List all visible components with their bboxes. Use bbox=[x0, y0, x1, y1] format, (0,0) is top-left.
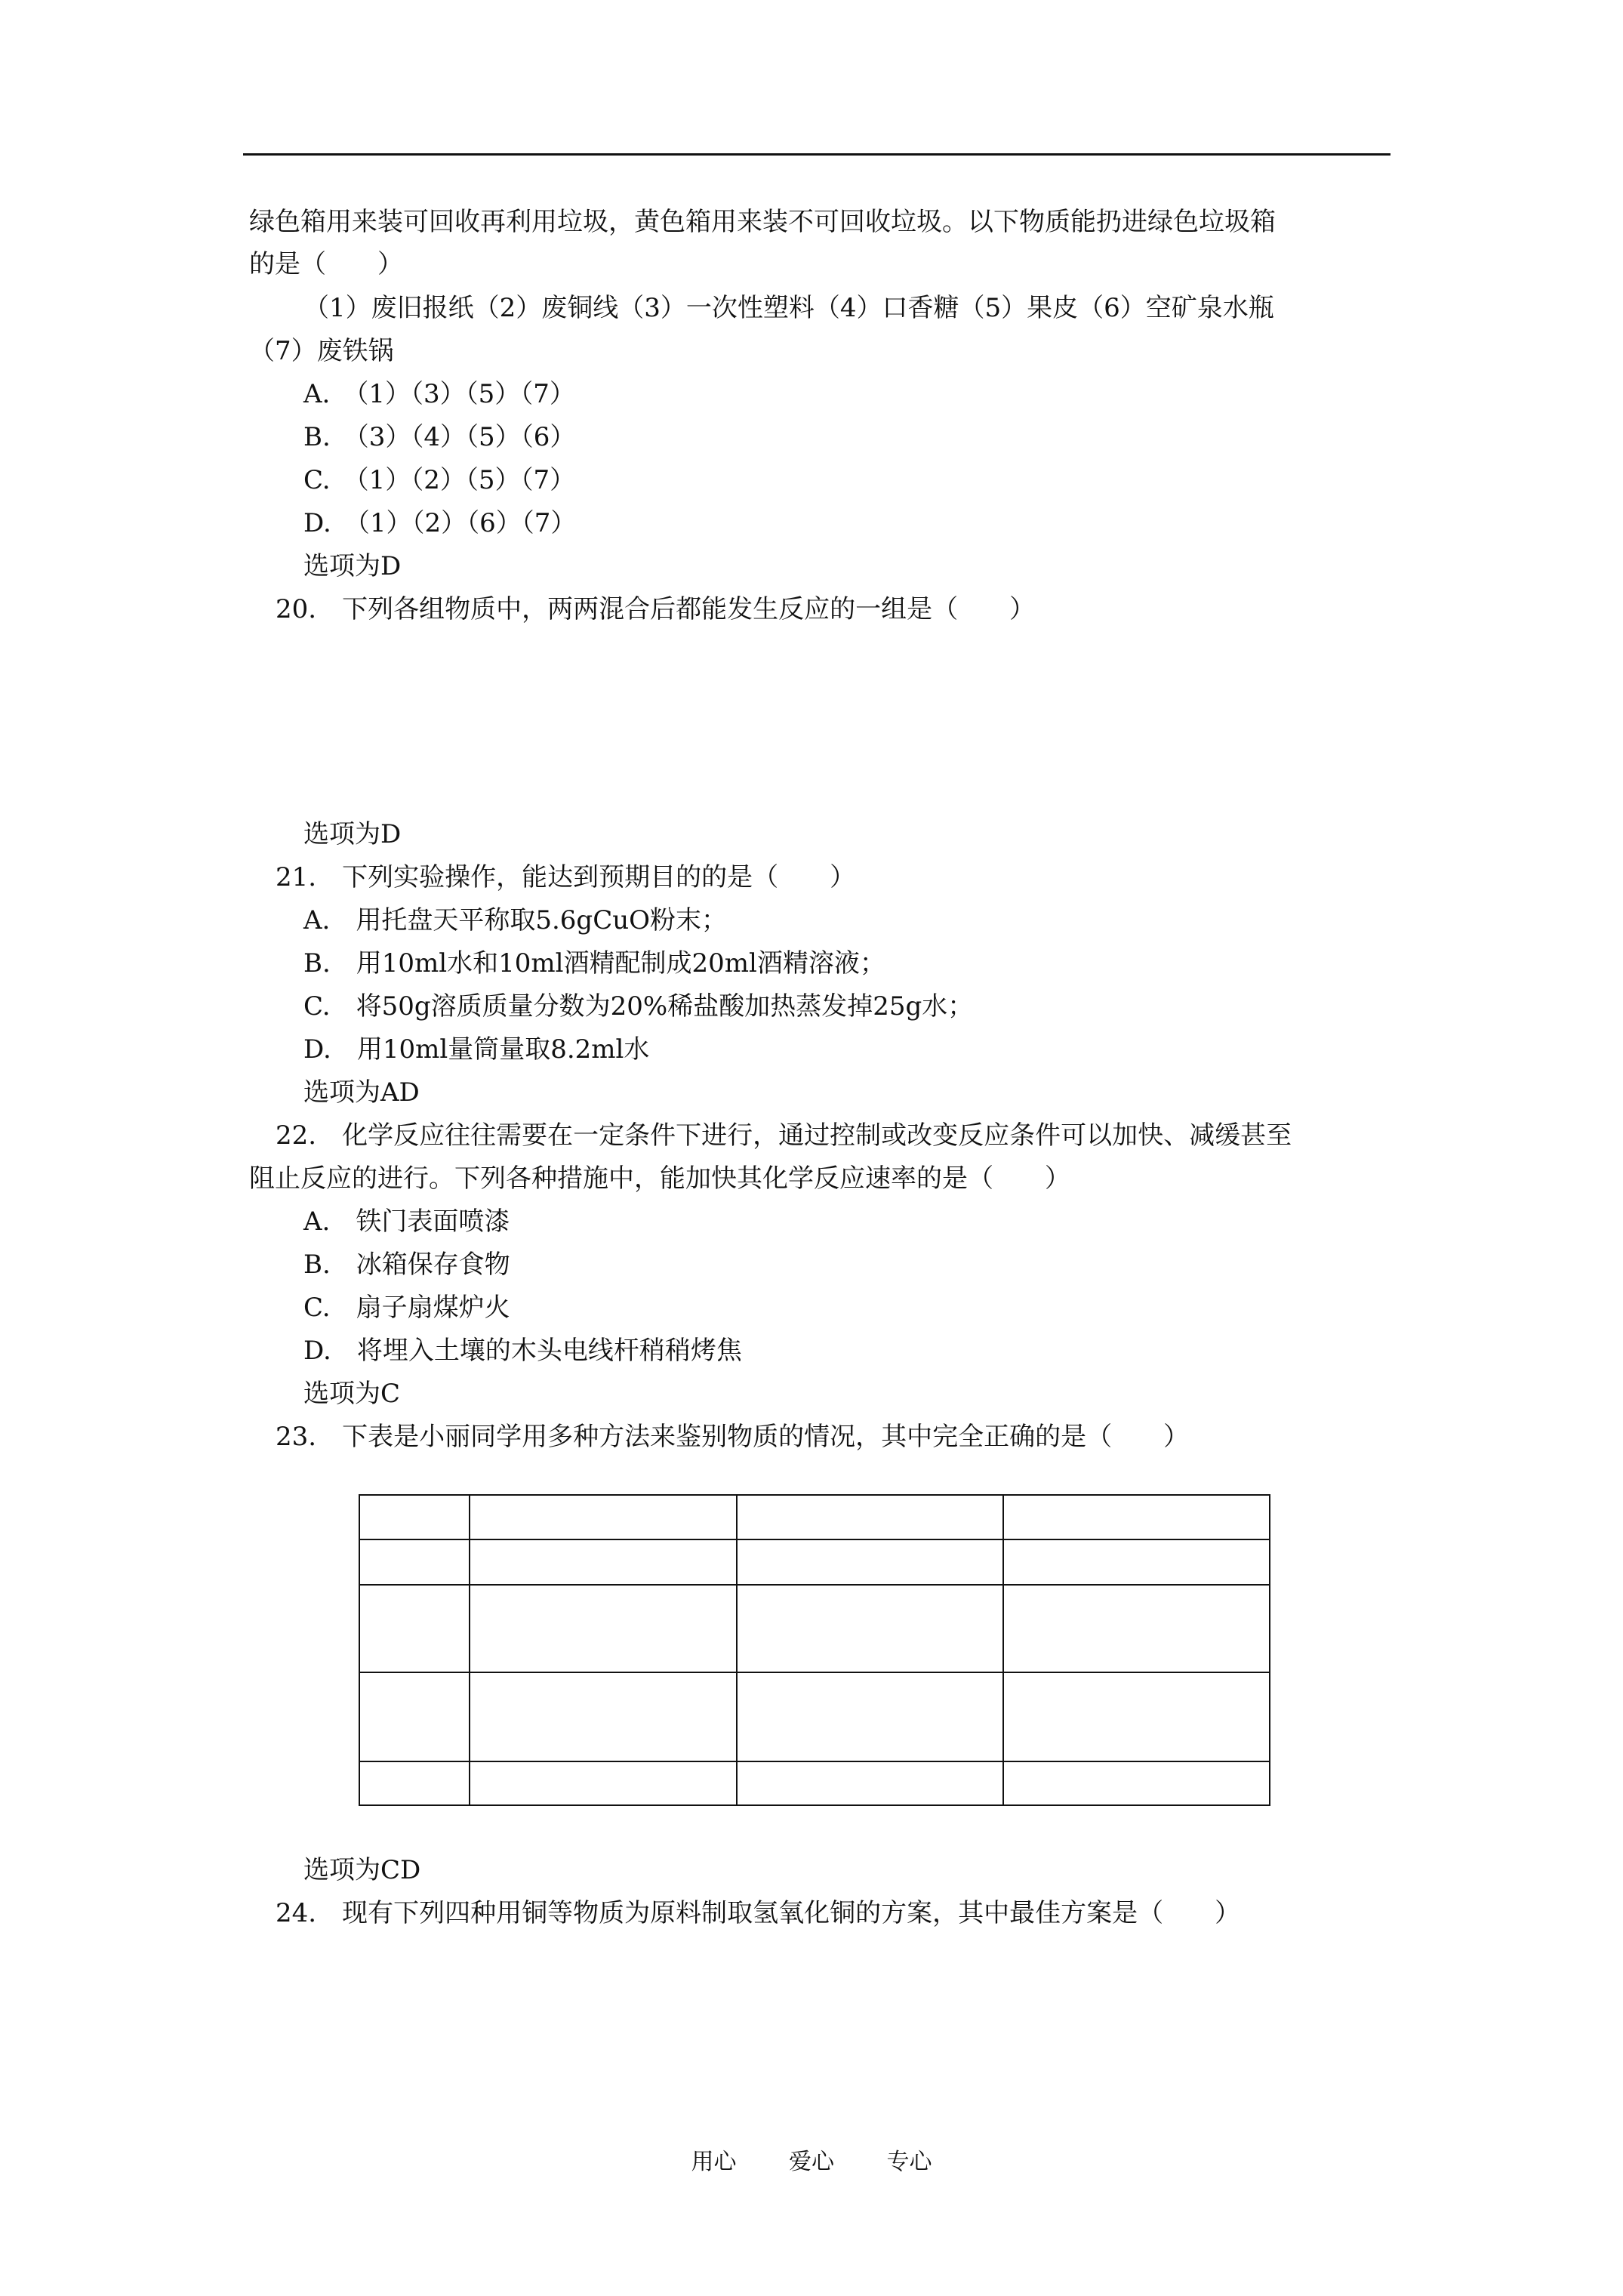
q21-option-c: C. 将50g溶质质量分数为20%稀盐酸加热蒸发掉25g水； bbox=[303, 991, 974, 1022]
q21-option-a: A. 用托盘天平称取5.6gCuO粉末； bbox=[303, 905, 727, 935]
q22-option-a: A. 铁门表面喷漆 bbox=[303, 1207, 510, 1237]
q20-stem: 20. 下列各组物质中，两两混合后都能发生反应的一组是（ ） bbox=[276, 594, 1036, 624]
table-row bbox=[359, 1672, 1270, 1761]
q20-answer: 选项为D bbox=[303, 819, 402, 849]
q19-option-a: A. （1）（3）（5）（7） bbox=[303, 379, 575, 409]
table-row bbox=[359, 1585, 1270, 1673]
q22-stem-line2: 阻止反应的进行。下列各种措施中，能加快其化学反应速率的是（ ） bbox=[249, 1163, 1070, 1194]
q19-option-d: D. （1）（2）（6）（7） bbox=[303, 508, 577, 538]
footer-text-3: 专心 bbox=[886, 2149, 932, 2175]
page-footer bbox=[0, 2147, 1623, 2177]
q19-items-line1: （1）废旧报纸（2）废铜线（3）一次性塑料（4）口香糖（5）果皮（6）空矿泉水瓶 bbox=[303, 293, 1274, 323]
q22-option-c: C. 扇子扇煤炉火 bbox=[303, 1293, 510, 1323]
q21-answer: 选项为AD bbox=[303, 1077, 420, 1108]
q22-stem-line1: 22. 化学反应往往需要在一定条件下进行，通过控制或改变反应条件可以加快、减缓甚至 bbox=[276, 1120, 1292, 1151]
q19-option-c: C. （1）（2）（5）（7） bbox=[303, 465, 576, 495]
footer-text-1: 用心 bbox=[691, 2149, 737, 2175]
q22-answer: 选项为C bbox=[303, 1379, 401, 1409]
q24-stem: 24. 现有下列四种用铜等物质为原料制取氢氧化铜的方案，其中最佳方案是（ ） bbox=[276, 1898, 1241, 1928]
q19-answer: 选项为D bbox=[303, 551, 402, 581]
q21-option-d: D. 用10ml量筒量取8.2ml水 bbox=[303, 1034, 650, 1065]
header-rule bbox=[243, 153, 1390, 156]
q21-option-b: B. 用10ml水和10ml酒精配制成20ml酒精溶液； bbox=[303, 948, 885, 978]
q23-stem: 23. 下表是小丽同学用多种方法来鉴别物质的情况，其中完全正确的是（ ） bbox=[276, 1422, 1190, 1452]
q22-option-d: D. 将埋入土壤的木头电线杆稍稍烤焦 bbox=[303, 1336, 742, 1366]
table-row bbox=[359, 1761, 1270, 1805]
q19-option-b: B. （3）（4）（5）（6） bbox=[303, 422, 576, 452]
q23-answer: 选项为CD bbox=[303, 1855, 421, 1885]
q19-items-line2: （7）废铁锅 bbox=[249, 336, 394, 366]
footer-text-2: 爱心 bbox=[789, 2149, 834, 2175]
table-row bbox=[359, 1539, 1270, 1584]
q22-option-b: B. 冰箱保存食物 bbox=[303, 1250, 510, 1280]
q19-stem-line1: 绿色箱用来装可回收再利用垃圾，黄色箱用来装不可回收垃圾。以下物质能扔进绿色垃圾箱 bbox=[249, 207, 1276, 237]
table-row bbox=[359, 1495, 1270, 1539]
q21-stem: 21. 下列实验操作，能达到预期目的的是（ ） bbox=[276, 862, 856, 892]
q19-stem-line2: 的是（ ） bbox=[249, 249, 403, 279]
q23-table bbox=[359, 1494, 1270, 1806]
